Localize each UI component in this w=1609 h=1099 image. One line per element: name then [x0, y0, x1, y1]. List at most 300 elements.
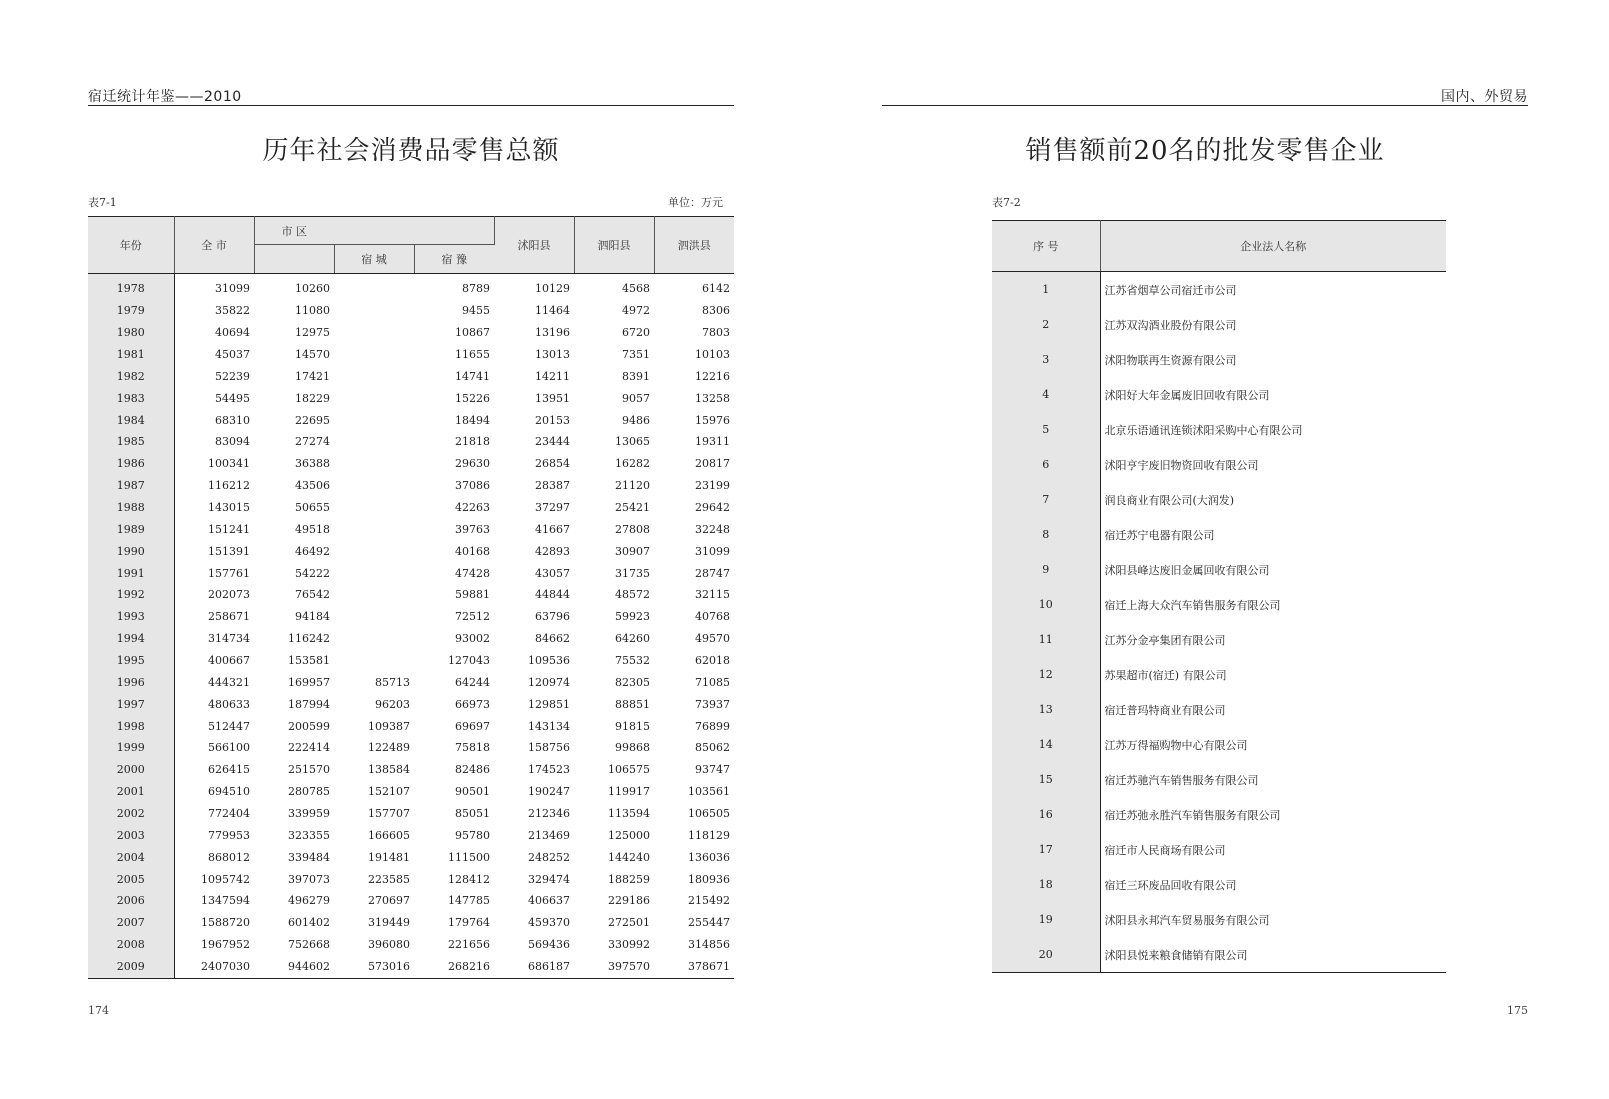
cell-city: 151241 [208, 522, 250, 536]
table-row [992, 377, 1446, 412]
cell-sihong: 10103 [695, 348, 730, 361]
cell-rank: 12 [992, 657, 1100, 692]
cell-suyu: 18494 [455, 413, 490, 427]
table-row [88, 934, 734, 956]
cell-rank: 7 [992, 482, 1100, 517]
cell-suyu: 69697 [455, 719, 490, 733]
header-district-span [334, 217, 494, 245]
table-row [88, 890, 734, 912]
cell-sihong: 32115 [695, 588, 730, 602]
cell-sucheng [334, 431, 414, 453]
cell-sihong: 40768 [695, 610, 730, 624]
cell-rank: 8 [992, 517, 1100, 552]
cell-city: 68310 [215, 413, 250, 427]
cell-siyang: 4568 [622, 282, 650, 296]
cell-sihong: 118129 [688, 828, 730, 842]
cell-year: 1996 [88, 671, 174, 693]
cell-year: 1987 [88, 475, 174, 497]
cell-shuyang: 248252 [528, 850, 570, 864]
cell-suyu: 90501 [455, 785, 490, 799]
cell-shuyang: 14211 [535, 369, 570, 383]
table-row [88, 322, 734, 344]
cell-sucheng [334, 628, 414, 650]
cell-sihong: 13258 [695, 391, 730, 405]
table-row [88, 693, 734, 715]
cell-suyu: 39763 [455, 522, 490, 536]
cell-enterprise-name: 润良商业有限公司(大润发) [1104, 493, 1235, 507]
table-row [992, 622, 1446, 657]
cell-shuyang: 11464 [535, 304, 570, 318]
cell-shuyang: 686187 [528, 960, 570, 974]
cell-sucheng: 223585 [368, 872, 410, 886]
table-row [992, 657, 1446, 692]
cell-sihong: 73937 [695, 697, 730, 711]
cell-shuyang: 26854 [535, 457, 570, 471]
table-row [88, 562, 734, 584]
table-row [992, 272, 1446, 308]
cell-shuyang: 129851 [528, 697, 570, 711]
cell-district: 200599 [288, 719, 330, 733]
cell-rank: 3 [992, 342, 1100, 377]
cell-shuyang: 329474 [528, 872, 570, 886]
cell-rank: 10 [992, 587, 1100, 622]
cell-siyang: 27808 [615, 522, 650, 536]
cell-suyu: 8789 [462, 282, 490, 296]
cell-city: 54495 [215, 391, 250, 405]
running-head: 宿迁统计年鉴——2010 [88, 89, 242, 105]
table-row [88, 868, 734, 890]
table-row [88, 387, 734, 409]
cell-siyang: 13065 [615, 435, 650, 449]
cell-sihong: 7803 [702, 326, 730, 340]
cell-city: 772404 [208, 807, 250, 821]
cell-shuyang: 13951 [535, 391, 570, 405]
cell-suyu: 128412 [448, 872, 490, 886]
cell-suyu: 66973 [455, 697, 490, 711]
cell-year: 1986 [88, 453, 174, 475]
cell-siyang: 25421 [615, 501, 650, 515]
cell-rank: 2 [992, 307, 1100, 342]
cell-district: 46492 [295, 544, 330, 558]
cell-shuyang: 213469 [528, 828, 570, 842]
cell-city: 868012 [208, 850, 250, 864]
table-row [88, 365, 734, 387]
cell-shuyang: 174523 [528, 763, 570, 777]
cell-rank: 13 [992, 692, 1100, 727]
cell-sucheng: 138584 [368, 763, 410, 777]
cell-city: 626415 [208, 763, 250, 777]
cell-year: 1998 [88, 715, 174, 737]
cell-district: 10260 [295, 282, 330, 296]
table-row [88, 300, 734, 322]
cell-shuyang: 28387 [535, 479, 570, 493]
cell-sihong: 62018 [695, 654, 730, 668]
cell-enterprise-name: 沭阳物联再生资源有限公司 [1104, 353, 1237, 367]
cell-siyang: 48572 [615, 588, 650, 602]
header-sucheng: 宿 城 [334, 245, 414, 274]
cell-city: 2407030 [201, 960, 250, 974]
cell-sucheng [334, 344, 414, 366]
table-row [992, 797, 1446, 832]
cell-sucheng [334, 606, 414, 628]
cell-shuyang: 13196 [535, 326, 570, 340]
cell-shuyang: 63796 [535, 610, 570, 624]
cell-enterprise-name: 沭阳好大年金属废旧回收有限公司 [1104, 388, 1270, 402]
cell-suyu: 10867 [455, 326, 490, 340]
header-city: 全 市 [174, 217, 254, 274]
cell-sihong: 103561 [688, 785, 730, 799]
cell-suyu: 95780 [455, 828, 490, 842]
table-row [88, 956, 734, 978]
cell-year: 1984 [88, 409, 174, 431]
cell-year: 1997 [88, 693, 174, 715]
cell-year: 2007 [88, 912, 174, 934]
unit-label: 单位：万元 [668, 196, 723, 209]
cell-year: 1994 [88, 628, 174, 650]
cell-year: 2003 [88, 824, 174, 846]
cell-siyang: 6720 [622, 326, 650, 340]
cell-year: 1982 [88, 365, 174, 387]
cell-city: 512447 [208, 719, 250, 733]
cell-sihong: 29642 [695, 501, 730, 515]
cell-enterprise-name: 北京乐语通讯连锁沭阳采购中心有限公司 [1104, 423, 1303, 437]
table-row [992, 867, 1446, 902]
header-district-blank [254, 245, 334, 274]
cell-suyu: 111500 [448, 850, 490, 864]
cell-district: 94184 [295, 610, 330, 624]
cell-city: 779953 [208, 828, 250, 842]
cell-sucheng: 122489 [368, 741, 410, 755]
cell-rank: 17 [992, 832, 1100, 867]
cell-suyu: 147785 [448, 894, 490, 908]
cell-year: 1988 [88, 497, 174, 519]
header-enterprise-name: 企业法人名称 [1100, 221, 1446, 272]
cell-enterprise-name: 宿迁市人民商场有限公司 [1104, 843, 1226, 857]
running-head: 国内、外贸易 [1441, 89, 1528, 105]
cell-rank: 19 [992, 902, 1100, 937]
header-siyang: 泗阳县 [574, 217, 654, 274]
cell-sihong: 215492 [688, 894, 730, 908]
cell-siyang: 144240 [608, 850, 650, 864]
cell-year: 2005 [88, 868, 174, 890]
cell-enterprise-name: 宿迁普玛特商业有限公司 [1104, 703, 1226, 717]
cell-sucheng [334, 475, 414, 497]
cell-sihong: 85062 [695, 741, 730, 755]
cell-shuyang: 459370 [528, 916, 570, 930]
cell-siyang: 397570 [608, 960, 650, 974]
cell-year: 1983 [88, 387, 174, 409]
retail-sales-table [88, 216, 734, 979]
cell-siyang: 188259 [608, 872, 650, 886]
cell-sihong: 20817 [695, 457, 730, 471]
cell-sihong: 12216 [695, 369, 730, 383]
cell-city: 151391 [208, 544, 250, 558]
cell-sucheng [334, 518, 414, 540]
header-rule [88, 105, 734, 106]
cell-suyu: 93002 [455, 632, 490, 646]
cell-year: 1981 [88, 344, 174, 366]
cell-rank: 11 [992, 622, 1100, 657]
top-enterprises-table [992, 220, 1446, 973]
table-row [88, 497, 734, 519]
cell-suyu: 221656 [448, 938, 490, 952]
cell-sihong: 378671 [688, 960, 730, 974]
cell-enterprise-name: 苏果超市(宿迁) 有限公司 [1104, 668, 1227, 682]
cell-rank: 6 [992, 447, 1100, 482]
cell-district: 944602 [288, 960, 330, 974]
cell-siyang: 82305 [615, 675, 650, 689]
cell-enterprise-name: 宿迁苏宁电器有限公司 [1104, 528, 1215, 542]
cell-district: 496279 [288, 894, 330, 908]
cell-district: 601402 [288, 916, 330, 930]
cell-siyang: 99868 [615, 741, 650, 755]
cell-year: 1979 [88, 300, 174, 322]
cell-enterprise-name: 江苏分金亭集团有限公司 [1104, 633, 1226, 647]
cell-city: 1588720 [201, 916, 250, 930]
cell-shuyang: 212346 [528, 807, 570, 821]
cell-siyang: 272501 [608, 916, 650, 930]
cell-district: 43506 [295, 479, 330, 493]
table-row [88, 846, 734, 868]
cell-rank: 20 [992, 937, 1100, 973]
cell-sucheng [334, 562, 414, 584]
cell-sihong: 23199 [695, 479, 730, 493]
table-row [88, 803, 734, 825]
table-row [992, 412, 1446, 447]
cell-enterprise-name: 宿迁苏弛永胜汽车销售服务有限公司 [1104, 808, 1281, 822]
cell-siyang: 21120 [615, 479, 650, 493]
table-row [88, 715, 734, 737]
cell-shuyang: 569436 [528, 938, 570, 952]
cell-district: 18229 [295, 391, 330, 405]
cell-district: 17421 [295, 369, 330, 383]
cell-city: 1347594 [201, 894, 250, 908]
cell-sucheng: 573016 [368, 960, 410, 974]
cell-rank: 9 [992, 552, 1100, 587]
table-row [88, 606, 734, 628]
cell-shuyang: 44844 [535, 588, 570, 602]
cell-suyu: 127043 [448, 654, 490, 668]
cell-year: 1985 [88, 431, 174, 453]
table-row [992, 482, 1446, 517]
cell-district: 339959 [288, 807, 330, 821]
cell-year: 2009 [88, 956, 174, 978]
cell-suyu: 40168 [455, 544, 490, 558]
cell-enterprise-name: 宿迁上海大众汽车销售服务有限公司 [1104, 598, 1281, 612]
cell-sihong: 93747 [695, 763, 730, 777]
cell-rank: 4 [992, 377, 1100, 412]
table-row [88, 409, 734, 431]
cell-district: 36388 [295, 457, 330, 471]
table-row [88, 781, 734, 803]
cell-rank: 5 [992, 412, 1100, 447]
cell-year: 2000 [88, 759, 174, 781]
cell-shuyang: 20153 [535, 413, 570, 427]
table-row [992, 937, 1446, 973]
cell-shuyang: 42893 [535, 544, 570, 558]
cell-city: 52239 [215, 369, 250, 383]
cell-year: 2008 [88, 934, 174, 956]
table-row [88, 475, 734, 497]
cell-suyu: 85051 [455, 807, 490, 821]
cell-city: 45037 [215, 348, 250, 361]
cell-siyang: 64260 [615, 632, 650, 646]
cell-shuyang: 190247 [528, 785, 570, 799]
cell-suyu: 59881 [455, 588, 490, 602]
cell-district: 187994 [288, 697, 330, 711]
table-row [88, 584, 734, 606]
table-row [88, 431, 734, 453]
cell-district: 27274 [295, 435, 330, 449]
cell-enterprise-name: 宿迁三环废品回收有限公司 [1104, 878, 1237, 892]
cell-sucheng: 152107 [368, 785, 410, 799]
page-number: 174 [88, 1004, 109, 1017]
cell-year: 1978 [88, 274, 174, 300]
cell-sihong: 19311 [695, 435, 730, 449]
cell-sucheng: 166605 [368, 828, 410, 842]
cell-sucheng: 396080 [368, 938, 410, 952]
cell-suyu: 268216 [448, 960, 490, 974]
table-row [992, 762, 1446, 797]
cell-sihong: 28747 [695, 566, 730, 580]
cell-year: 1992 [88, 584, 174, 606]
cell-suyu: 37086 [455, 479, 490, 493]
cell-city: 202073 [208, 588, 250, 602]
cell-city: 314734 [208, 632, 250, 646]
cell-sihong: 106505 [688, 807, 730, 821]
cell-city: 480633 [208, 697, 250, 711]
cell-siyang: 229186 [608, 894, 650, 908]
cell-enterprise-name: 宿迁苏驰汽车销售服务有限公司 [1104, 773, 1259, 787]
cell-sihong: 136036 [688, 850, 730, 864]
cell-siyang: 7351 [622, 348, 650, 361]
cell-rank: 1 [992, 272, 1100, 308]
cell-sihong: 32248 [695, 522, 730, 536]
cell-enterprise-name: 江苏双沟酒业股份有限公司 [1104, 318, 1237, 332]
cell-year: 1990 [88, 540, 174, 562]
cell-district: 752668 [288, 938, 330, 952]
table-row [88, 759, 734, 781]
cell-year: 1991 [88, 562, 174, 584]
cell-sucheng [334, 274, 414, 300]
table-body [992, 272, 1446, 973]
cell-suyu: 82486 [455, 763, 490, 777]
cell-sucheng [334, 387, 414, 409]
cell-sucheng: 85713 [375, 675, 410, 689]
cell-sucheng [334, 453, 414, 475]
cell-district: 14570 [295, 348, 330, 361]
cell-year: 1999 [88, 737, 174, 759]
cell-shuyang: 143134 [528, 719, 570, 733]
cell-year: 2001 [88, 781, 174, 803]
cell-city: 566100 [208, 741, 250, 755]
cell-city: 35822 [215, 304, 250, 318]
table-row [992, 517, 1446, 552]
cell-rank: 15 [992, 762, 1100, 797]
cell-sucheng: 191481 [368, 850, 410, 864]
cell-enterprise-name: 沭阳县峰达废旧金属回收有限公司 [1104, 563, 1270, 577]
cell-suyu: 42263 [455, 501, 490, 515]
cell-city: 1095742 [201, 872, 250, 886]
cell-city: 1967952 [201, 938, 250, 952]
cell-sihong: 314856 [688, 938, 730, 952]
cell-sihong: 49570 [695, 632, 730, 646]
cell-year: 2006 [88, 890, 174, 912]
cell-suyu: 47428 [455, 566, 490, 580]
cell-city: 83094 [215, 435, 250, 449]
cell-suyu: 11655 [455, 348, 490, 361]
cell-district: 22695 [295, 413, 330, 427]
header-shuyang: 沭阳县 [494, 217, 574, 274]
cell-sucheng [334, 409, 414, 431]
table-row [88, 540, 734, 562]
cell-siyang: 330992 [608, 938, 650, 952]
cell-district: 76542 [295, 588, 330, 602]
cell-enterprise-name: 沭阳亨宇废旧物资回收有限公司 [1104, 458, 1259, 472]
table-row [992, 342, 1446, 377]
cell-suyu: 14741 [455, 369, 490, 383]
cell-year: 1980 [88, 322, 174, 344]
table-row [992, 307, 1446, 342]
header-suyu: 宿 豫 [414, 245, 494, 274]
table-row [88, 274, 734, 300]
cell-city: 444321 [208, 675, 250, 689]
cell-city: 143015 [208, 501, 250, 515]
cell-city: 694510 [208, 785, 250, 799]
cell-shuyang: 10129 [535, 282, 570, 296]
cell-year: 1993 [88, 606, 174, 628]
cell-sucheng [334, 540, 414, 562]
cell-suyu: 75818 [455, 741, 490, 755]
table-row [88, 737, 734, 759]
cell-shuyang: 23444 [535, 435, 570, 449]
table-body [88, 274, 734, 979]
table-row [88, 912, 734, 934]
table-id: 表7-2 [992, 196, 1021, 209]
cell-rank: 18 [992, 867, 1100, 902]
table-row [992, 552, 1446, 587]
header-year: 年份 [88, 217, 174, 274]
cell-sihong: 6142 [702, 282, 730, 296]
cell-sucheng [334, 365, 414, 387]
cell-sucheng: 96203 [375, 697, 410, 711]
cell-suyu: 72512 [455, 610, 490, 624]
cell-sucheng: 157707 [368, 807, 410, 821]
cell-suyu: 9455 [462, 304, 490, 318]
table-row [88, 453, 734, 475]
cell-district: 222414 [288, 741, 330, 755]
cell-siyang: 4972 [622, 304, 650, 318]
cell-district: 11080 [295, 304, 330, 318]
table-id: 表7-1 [88, 196, 117, 209]
cell-siyang: 88851 [615, 697, 650, 711]
cell-year: 1995 [88, 650, 174, 672]
header-district: 市 区 [254, 217, 334, 245]
cell-city: 157761 [208, 566, 250, 580]
cell-sihong: 8306 [702, 304, 730, 318]
table-row [992, 902, 1446, 937]
table-row [88, 344, 734, 366]
cell-shuyang: 43057 [535, 566, 570, 580]
table-row [88, 628, 734, 650]
cell-enterprise-name: 沭阳县悦来粮食储销有限公司 [1104, 948, 1248, 962]
cell-shuyang: 120974 [528, 675, 570, 689]
cell-sihong: 255447 [688, 916, 730, 930]
cell-city: 40694 [215, 326, 250, 340]
cell-sihong: 15976 [695, 413, 730, 427]
cell-sucheng [334, 584, 414, 606]
cell-shuyang: 41667 [535, 522, 570, 536]
